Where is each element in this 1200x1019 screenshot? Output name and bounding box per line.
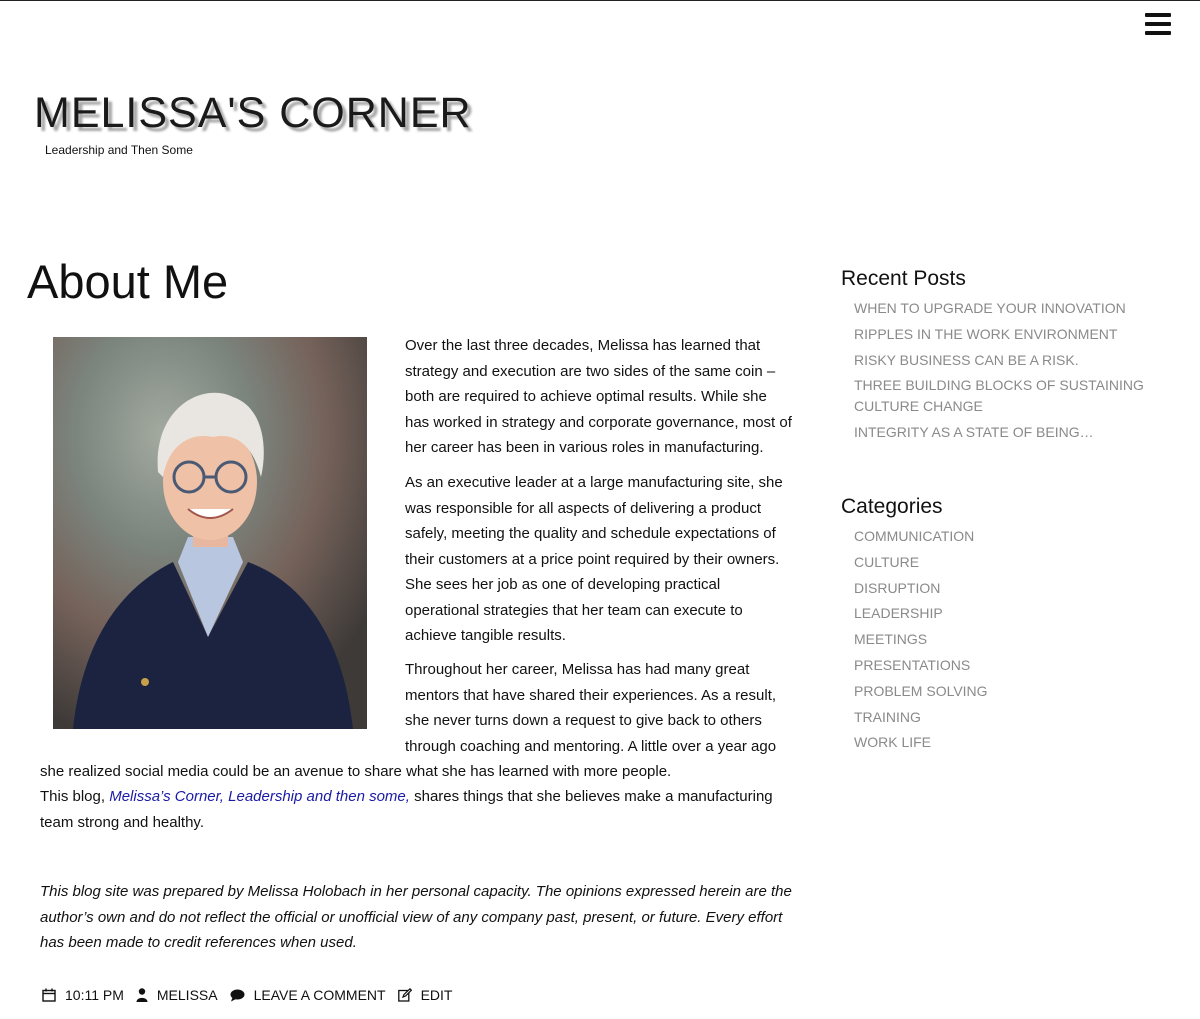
category-link-work-life[interactable]: WORK LIFE xyxy=(854,734,932,751)
site-tagline: Leadership and Then Some xyxy=(45,143,193,157)
category-link-meetings[interactable]: MEETINGS xyxy=(854,631,928,648)
user-icon xyxy=(136,988,148,1002)
site-title[interactable]: MELISSA'S CORNER xyxy=(34,89,472,137)
paragraph-4-lead: This blog, xyxy=(40,788,110,805)
category-link-disruption[interactable]: DISRUPTION xyxy=(854,579,941,596)
category-link-training[interactable]: TRAINING xyxy=(854,708,921,725)
post-author[interactable] xyxy=(136,987,218,1003)
categories-list xyxy=(854,526,1154,758)
edit-icon xyxy=(398,988,412,1002)
post-author-link[interactable]: MELISSA xyxy=(156,987,218,1003)
about-paragraph-3-continued: she realized social media could be an avenue to share what she has learned with more people. xyxy=(40,763,672,780)
about-paragraph-2: As an executive leader at a large manufacturing site, she was responsible for all aspects of delivering a product safely, meeting the quality and schedule expectations of their customers at a price point required by their owners. She sees her job as one of developing practical operational strategies that her team can execute to achieve tangible results. xyxy=(405,474,783,644)
recent-posts-title: Recent Posts xyxy=(841,267,966,290)
post-time-label[interactable]: 10:11 PM xyxy=(65,987,124,1003)
category-link-presentations[interactable]: PRESENTATIONS xyxy=(854,656,971,673)
about-paragraph-4 xyxy=(40,784,800,835)
category-link-leadership[interactable]: LEADERSHIP xyxy=(854,605,943,622)
category-link-communication[interactable]: COMMUNICATION xyxy=(854,528,975,544)
about-paragraph-1: Over the last three decades, Melissa has learned that strategy and execution are two sides of the same coin – both are required to achieve optimal results. While she has worked in strategy and corporate governance, most of her career has been in various roles in manufacturing. xyxy=(405,337,792,456)
recent-post-link[interactable]: RIPPLES IN THE WORK ENVIRONMENT xyxy=(854,325,1118,342)
recent-post-link[interactable]: THREE BUILDING BLOCKS OF SUSTAINING CULTURE CHANGE xyxy=(854,377,1144,414)
category-link-culture[interactable]: CULTURE xyxy=(854,553,920,570)
calendar-icon xyxy=(42,988,56,1002)
recent-post-link[interactable]: INTEGRITY AS A STATE OF BEING… xyxy=(854,423,1094,440)
post-meta xyxy=(42,985,464,1005)
recent-post-link[interactable]: WHEN TO UPGRADE YOUR INNOVATION xyxy=(854,300,1126,316)
post-edit[interactable] xyxy=(398,987,453,1003)
page-title: About Me xyxy=(27,255,229,308)
post-comment[interactable] xyxy=(230,987,386,1003)
post-time[interactable] xyxy=(42,987,124,1003)
leave-comment-link[interactable]: LEAVE A COMMENT xyxy=(253,987,386,1003)
portrait-image xyxy=(53,337,367,729)
hamburger-menu-icon[interactable] xyxy=(1145,13,1171,37)
recent-post-link[interactable]: RISKY BUSINESS CAN BE A RISK. xyxy=(854,351,1079,368)
about-paragraph-3: Throughout her career, Melissa has had many great mentors that have shared their experiences. As a result, she never turns down a request to give back to others through coaching and mentoring. A little over a year ago xyxy=(405,661,777,755)
recent-posts-list xyxy=(854,298,1154,447)
disclaimer: This blog site was prepared by Melissa Holobach in her personal capacity. The opinions expressed herein are the author’s own and do not reflect the official or unofficial view of any company past, present, or future. Every effort has been made to credit references when used. xyxy=(40,883,792,951)
blog-name-link[interactable]: Melissa’s Corner, Leadership and then some, xyxy=(109,788,410,805)
paragraph-4-tail: shares things that she believes make a manufacturing team strong and healthy. xyxy=(40,788,773,831)
edit-link[interactable]: EDIT xyxy=(420,987,453,1003)
comment-icon xyxy=(230,989,245,1002)
category-link-problem-solving[interactable]: PROBLEM SOLVING xyxy=(854,682,988,699)
categories-title: Categories xyxy=(841,495,943,518)
